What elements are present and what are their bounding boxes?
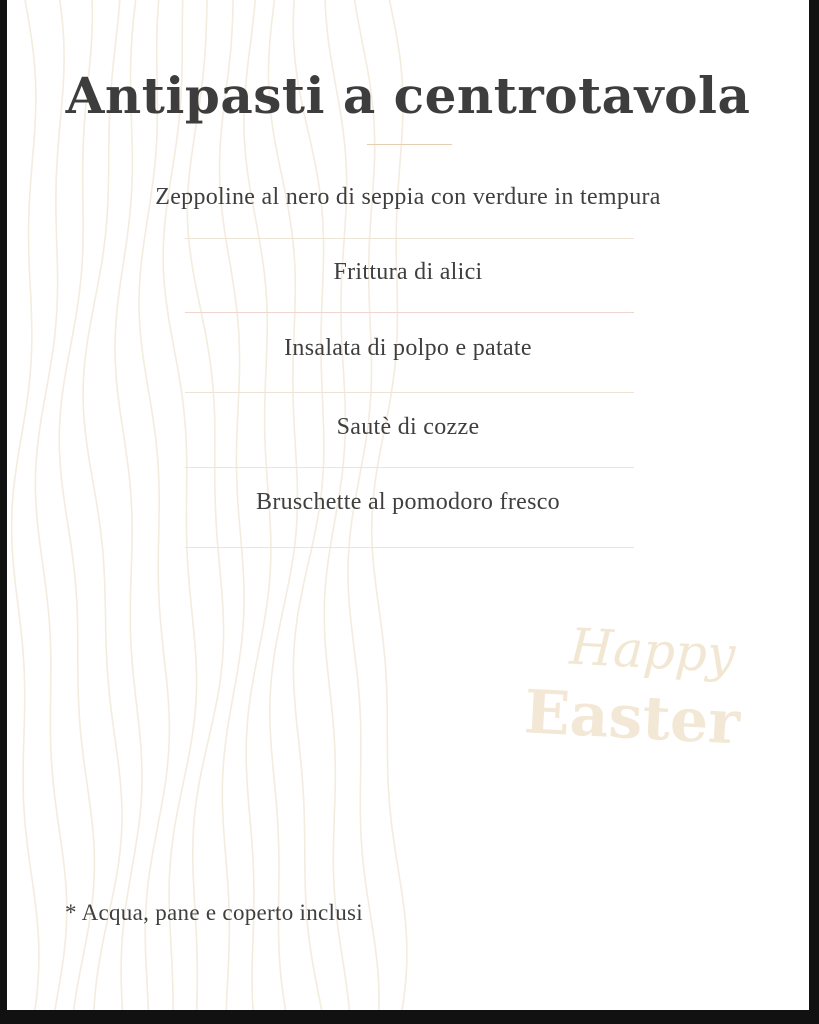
- dish-item: Zeppoline al nero di seppia con verdure in tempura: [155, 184, 661, 210]
- dish-item: Sautè di cozze: [336, 414, 480, 440]
- dish-list: [7, 0, 809, 600]
- dish-item: Bruschette al pomodoro fresco: [256, 489, 560, 515]
- footnote: * Acqua, pane e coperto inclusi: [65, 900, 363, 925]
- dish-divider: [185, 238, 634, 239]
- page-title: Antipasti a centrotavola: [65, 66, 751, 125]
- dish-divider: [185, 312, 634, 313]
- watermark-happy: Happy: [568, 617, 737, 685]
- watermark-easter: Easter: [522, 677, 742, 759]
- dish-divider: [185, 467, 634, 468]
- dish-item: Insalata di polpo e patate: [284, 335, 532, 361]
- dish-divider: [185, 392, 634, 393]
- menu-page: [7, 0, 809, 1010]
- dish-item: Frittura di alici: [333, 259, 483, 285]
- happy-easter-watermark: [514, 605, 793, 799]
- dish-divider: [185, 547, 634, 548]
